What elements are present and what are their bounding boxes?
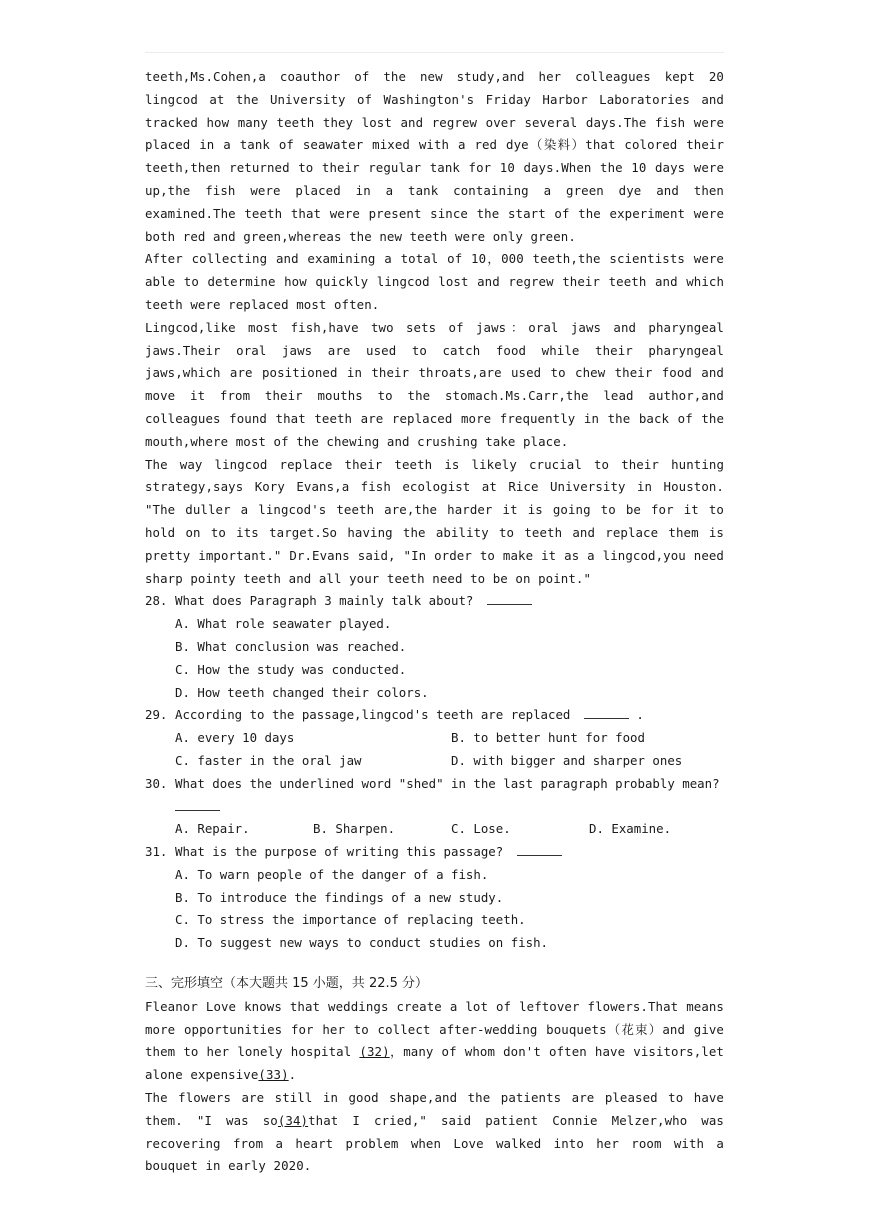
option-d[interactable]: D. Examine. bbox=[589, 821, 672, 837]
cloze-paragraph-1 bbox=[145, 996, 724, 1087]
answer-blank[interactable] bbox=[175, 796, 220, 811]
question-29 bbox=[145, 704, 724, 727]
question-number: 29. bbox=[145, 707, 168, 723]
cloze-paragraph-2 bbox=[145, 1087, 724, 1178]
question-number: 30. bbox=[145, 775, 168, 791]
option-c[interactable]: C. faster in the oral jaw bbox=[175, 752, 362, 768]
cloze-text: ，many of whom don't often have visitors,let alone expensive bbox=[145, 1044, 724, 1083]
cloze-text: The flowers are still in good shape,and the patients are pleased to have them. "I was so bbox=[145, 1090, 724, 1128]
blank-32[interactable]: (32) bbox=[359, 1044, 390, 1060]
question-28 bbox=[145, 590, 724, 613]
paragraph-1: teeth,Ms.Cohen,a coauthor of the new study,and her colleagues kept 20 lingcod at the University of Washington's Friday Harbor Laboratories and tracked how many teeth they lost and regrew over several days.The fish were placed in a tank of seawater mixed with a red dye（染料）that colored their teeth,then returned to their regular tank for 10 days.When the 10 days were up,the fish were placed in a tank containing a green dye and then examined.The teeth that were present since the start of the experiment were both red and green,whereas the new teeth were only green. bbox=[145, 69, 724, 244]
cloze-text: . bbox=[288, 1067, 297, 1083]
option-b[interactable]: B. to better hunt for food bbox=[451, 730, 645, 746]
header-divider bbox=[145, 52, 724, 53]
option-a[interactable]: A. Repair. bbox=[175, 821, 250, 837]
option-c[interactable]: C. Lose. bbox=[451, 821, 511, 837]
answer-blank[interactable] bbox=[584, 704, 629, 719]
options-row-2 bbox=[175, 750, 724, 773]
cloze-text: Fleanor Love knows that weddings create a lot of leftover flowers.That means more opportunities for her to collect after-wedding bouquets（花束）and give them to her lonely hospital bbox=[145, 998, 724, 1060]
question-number: 31. bbox=[145, 844, 168, 860]
paragraph-4: The way lingcod replace their teeth is likely crucial to their hunting strategy,says Kory Evans,a fish ecologist at Rice University in Houston. "The duller a lingcod's teeth are,the harder it is going to be for it to hold on to its target.So having the ability to teeth and replace them is pretty important." Dr.Evans said, "In order to make it as a lingcod,you need sharp pointy teeth and all your teeth need to be on point." bbox=[145, 456, 724, 586]
option-c[interactable]: C. To stress the importance of replacing teeth. bbox=[175, 912, 526, 928]
option-d[interactable]: D. To suggest new ways to conduct studies on fish. bbox=[175, 935, 548, 951]
question-stem: What is the purpose of writing this passage? bbox=[175, 844, 504, 860]
cloze-text: that I cried," said patient Connie Melzer,who was recovering from a heart problem when Love walked into her room with a bouquet in early 2020. bbox=[145, 1112, 724, 1174]
question-number: 28. bbox=[145, 593, 168, 609]
options-row bbox=[175, 818, 724, 841]
options-row-1 bbox=[175, 727, 724, 750]
option-b[interactable]: B. What conclusion was reached. bbox=[175, 638, 407, 654]
option-c[interactable]: C. How the study was conducted. bbox=[175, 661, 407, 677]
option-a[interactable]: A. every 10 days bbox=[175, 730, 295, 746]
option-a[interactable]: A. What role seawater played. bbox=[175, 616, 392, 632]
paragraph-3: Lingcod,like most fish,have two sets of jaws：oral jaws and pharyngeal jaws.Their oral jaws are used to catch food while their pharyngeal jaws,which are positioned in their throats,are used to chew their food and move it from their mouths to the stomach.Ms.Carr,the lead author,and colleagues found that teeth are replaced more frequently in the back of the mouth,where most of the chewing and crushing take place. bbox=[145, 319, 724, 449]
option-d[interactable]: D. with bigger and sharper ones bbox=[451, 752, 683, 768]
paragraph-2: After collecting and examining a total of 10，000 teeth,the scientists were able to determine how quickly lingcod lost and regrew their teeth and which teeth were replaced most often. bbox=[145, 251, 724, 312]
question-30 bbox=[145, 773, 724, 819]
question-stem: According to the passage,lingcod's teeth are replaced bbox=[175, 707, 571, 723]
document-page bbox=[145, 52, 724, 1178]
blank-33[interactable]: (33) bbox=[258, 1067, 289, 1083]
question-stem: What does Paragraph 3 mainly talk about? bbox=[175, 593, 474, 609]
question-end: . bbox=[636, 707, 644, 723]
option-a[interactable]: A. To warn people of the danger of a fish. bbox=[175, 866, 489, 882]
option-b[interactable]: B. Sharpen. bbox=[313, 821, 396, 837]
answer-blank[interactable] bbox=[517, 841, 562, 856]
answer-blank[interactable] bbox=[487, 590, 532, 605]
option-b[interactable]: B. To introduce the findings of a new study. bbox=[175, 889, 504, 905]
question-31 bbox=[145, 841, 724, 864]
option-d[interactable]: D. How teeth changed their colors. bbox=[175, 684, 429, 700]
blank-34[interactable]: (34) bbox=[277, 1112, 309, 1128]
section-heading: 三、完形填空（本大题共 15 小题，共 22.5 分） bbox=[145, 976, 429, 992]
question-stem: What does the underlined word "shed" in the last paragraph probably mean? bbox=[175, 775, 720, 791]
